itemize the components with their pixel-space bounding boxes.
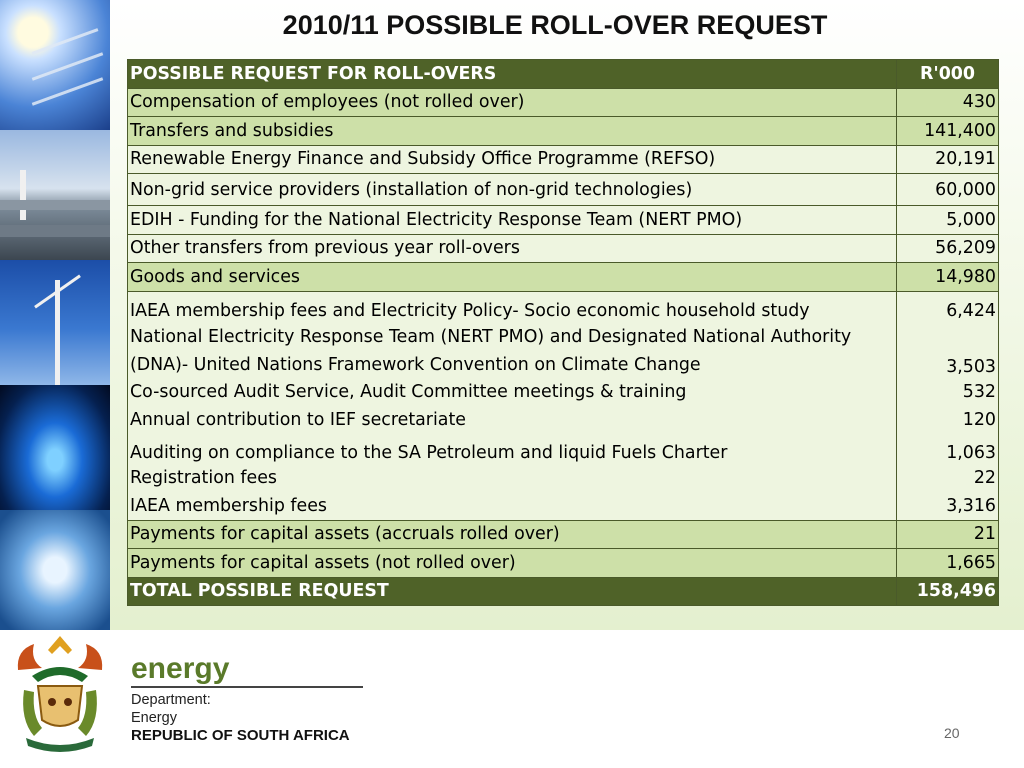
brand-divider bbox=[131, 686, 363, 688]
row-amount: 1,665 bbox=[897, 549, 999, 578]
row-amount: 22 bbox=[897, 465, 999, 493]
table-header-row bbox=[128, 60, 999, 89]
table-row bbox=[128, 145, 999, 174]
row-label: IAEA membership fees and Electricity Policy- Socio economic household study bbox=[128, 291, 897, 323]
row-label: Registration fees bbox=[128, 465, 897, 493]
table-row bbox=[128, 323, 999, 379]
row-amount: 141,400 bbox=[897, 117, 999, 146]
solar-panels-photo bbox=[0, 0, 110, 130]
row-label: Annual contribution to IEF secretariate bbox=[128, 406, 897, 434]
table-row bbox=[128, 434, 999, 465]
table-row bbox=[128, 88, 999, 117]
header-amount: R'000 bbox=[897, 60, 999, 89]
table-row bbox=[128, 117, 999, 146]
total-label: TOTAL POSSIBLE REQUEST bbox=[128, 577, 897, 606]
row-label: Compensation of employees (not rolled over) bbox=[128, 88, 897, 117]
wind-turbine-photo bbox=[0, 260, 110, 385]
row-amount: 56,209 bbox=[897, 234, 999, 263]
row-label: Renewable Energy Finance and Subsidy Office Programme (REFSO) bbox=[128, 145, 897, 174]
country-label: REPUBLIC OF SOUTH AFRICA bbox=[131, 727, 350, 744]
row-amount: 3,316 bbox=[897, 492, 999, 520]
table-row bbox=[128, 291, 999, 323]
table-row bbox=[128, 234, 999, 263]
row-amount: 3,503 bbox=[897, 323, 999, 379]
page-number: 20 bbox=[944, 725, 960, 741]
row-label: Non-grid service providers (installation of non-grid technologies) bbox=[128, 174, 897, 206]
pipeline-photo bbox=[0, 130, 110, 260]
row-label: IAEA membership fees bbox=[128, 492, 897, 520]
row-amount: 430 bbox=[897, 88, 999, 117]
row-amount: 6,424 bbox=[897, 291, 999, 323]
row-label: National Electricity Response Team (NERT PMO) and Designated National Authority (DNA)- United Nations Framework Convention on Climate Change bbox=[128, 323, 897, 379]
department-name: Energy bbox=[131, 710, 177, 726]
table-row bbox=[128, 520, 999, 549]
gas-flame-photo bbox=[0, 385, 110, 510]
department-label: Department: bbox=[131, 692, 211, 708]
row-label: Payments for capital assets (not rolled over) bbox=[128, 549, 897, 578]
brand-wordmark: energy bbox=[131, 652, 230, 685]
row-amount: 5,000 bbox=[897, 206, 999, 235]
table-row bbox=[128, 174, 999, 206]
table-row bbox=[128, 379, 999, 407]
row-amount: 1,063 bbox=[897, 434, 999, 465]
row-label: Co-sourced Audit Service, Audit Committee meetings & training bbox=[128, 379, 897, 407]
table-row bbox=[128, 549, 999, 578]
row-label: Other transfers from previous year roll-overs bbox=[128, 234, 897, 263]
row-label: Payments for capital assets (accruals rolled over) bbox=[128, 520, 897, 549]
row-label: Transfers and subsidies bbox=[128, 117, 897, 146]
table-total-row bbox=[128, 577, 999, 606]
header-label: POSSIBLE REQUEST FOR ROLL-OVERS bbox=[128, 60, 897, 89]
row-amount: 20,191 bbox=[897, 145, 999, 174]
table-row bbox=[128, 263, 999, 292]
row-label: EDIH - Funding for the National Electricity Response Team (NERT PMO) bbox=[128, 206, 897, 235]
energy-bulb-photo bbox=[0, 510, 110, 630]
total-amount: 158,496 bbox=[897, 577, 999, 606]
row-label: Auditing on compliance to the SA Petroleum and liquid Fuels Charter bbox=[128, 434, 897, 465]
row-amount: 14,980 bbox=[897, 263, 999, 292]
table-row bbox=[128, 492, 999, 520]
row-amount: 60,000 bbox=[897, 174, 999, 206]
table-row bbox=[128, 465, 999, 493]
row-amount: 21 bbox=[897, 520, 999, 549]
row-label: Goods and services bbox=[128, 263, 897, 292]
table-row bbox=[128, 206, 999, 235]
photo-strip bbox=[0, 0, 110, 630]
rollover-table bbox=[127, 59, 999, 606]
row-amount: 120 bbox=[897, 406, 999, 434]
coat-of-arms-icon bbox=[12, 630, 108, 752]
table-row bbox=[128, 406, 999, 434]
row-amount: 532 bbox=[897, 379, 999, 407]
slide-title: 2010/11 POSSIBLE ROLL-OVER REQUEST bbox=[282, 10, 828, 40]
